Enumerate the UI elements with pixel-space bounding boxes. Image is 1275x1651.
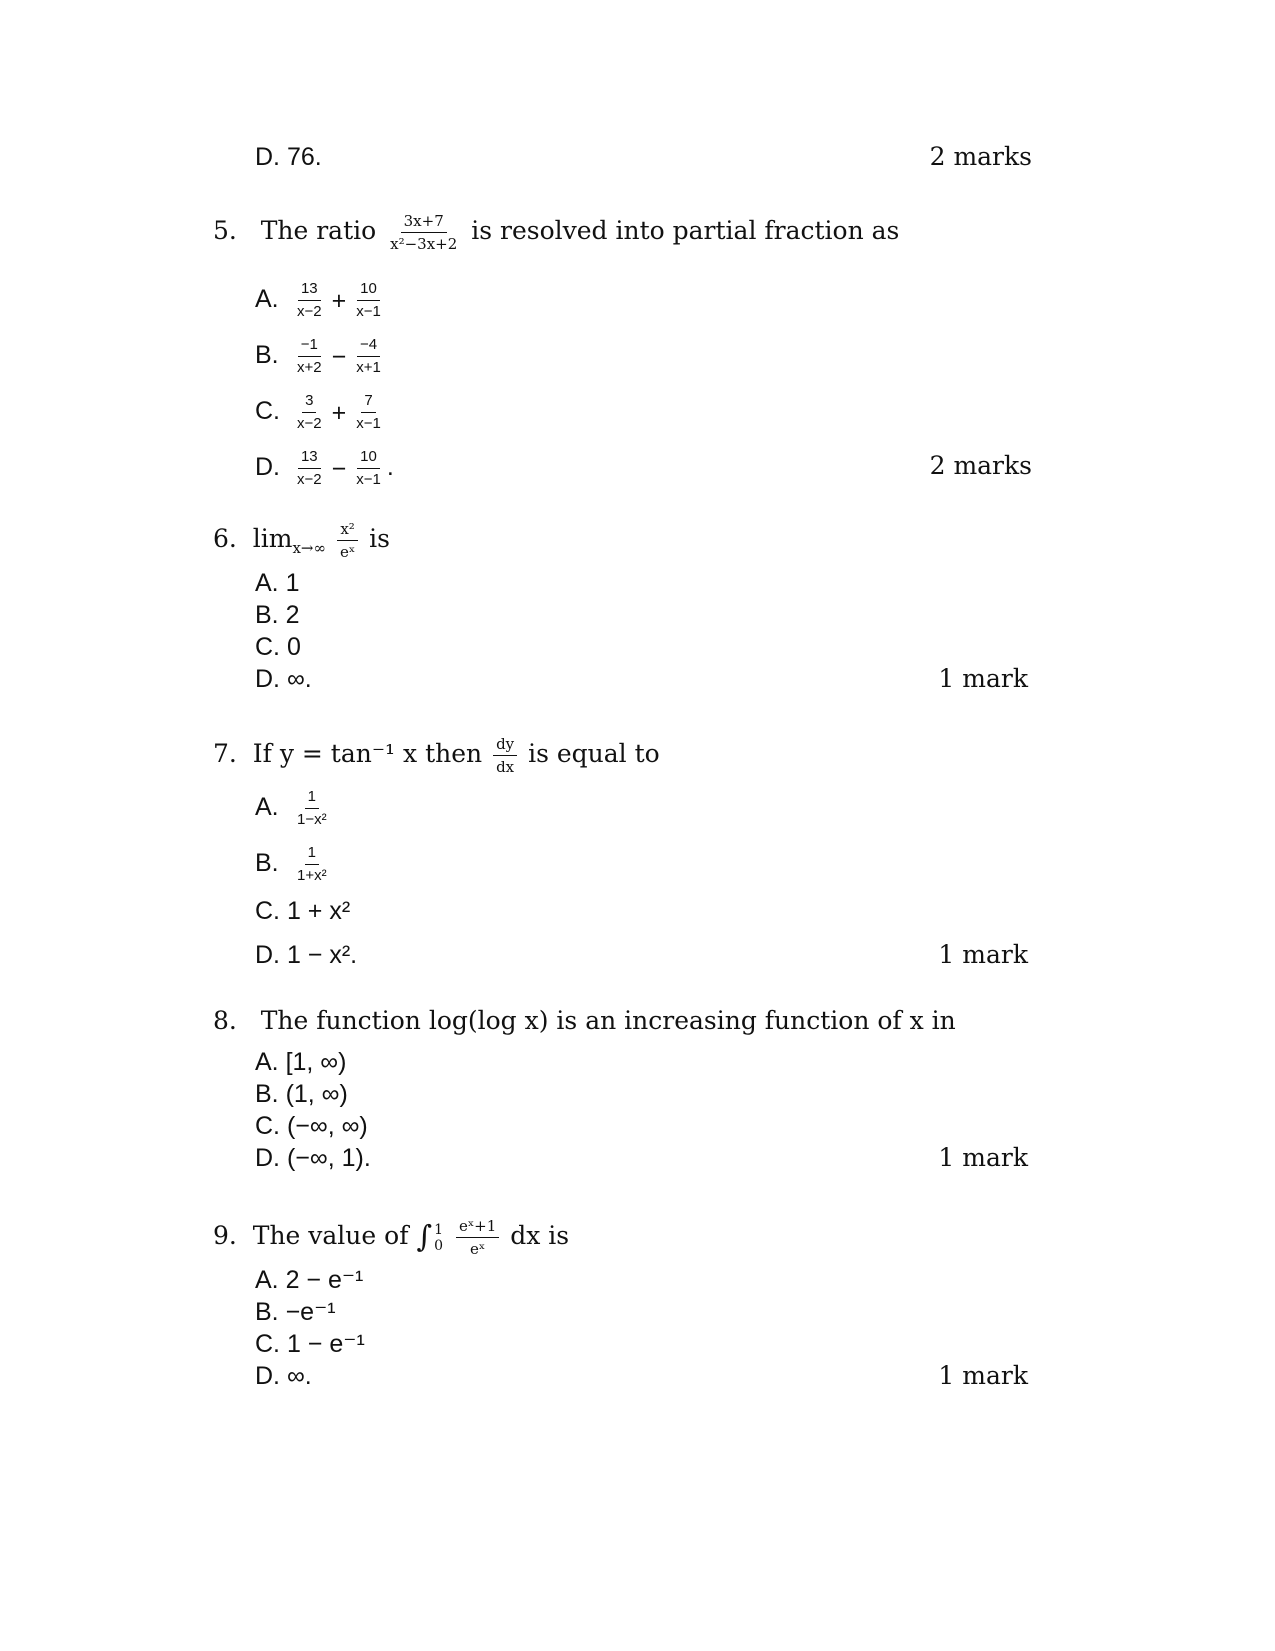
option-end: . bbox=[386, 453, 394, 482]
question-5 bbox=[213, 212, 899, 253]
q8-option-a: A. [1, ∞) bbox=[255, 1048, 347, 1076]
operator: − bbox=[331, 342, 347, 371]
q9-option-c: C. 1 − e⁻¹ bbox=[255, 1330, 365, 1358]
question-number: 5. bbox=[213, 216, 237, 245]
q8-option-c: C. (−∞, ∞) bbox=[255, 1112, 368, 1140]
fraction-denominator: 1+x² bbox=[297, 867, 327, 884]
operator: + bbox=[331, 286, 347, 315]
fraction-denominator: dx bbox=[496, 758, 515, 776]
fraction-numerator: 10 bbox=[357, 280, 380, 301]
integral-upper-limit: 1 bbox=[434, 1221, 443, 1238]
fraction-numerator: −4 bbox=[357, 336, 380, 357]
q9-option-a: A. 2 − e⁻¹ bbox=[255, 1266, 364, 1294]
fraction-numerator: 10 bbox=[357, 448, 380, 469]
q9-option-b: B. −e⁻¹ bbox=[255, 1298, 336, 1326]
fraction-numerator: x² bbox=[337, 520, 357, 541]
q5-option-b bbox=[255, 336, 387, 377]
fraction-denominator: x²−3x+2 bbox=[390, 235, 458, 253]
operator: + bbox=[331, 398, 347, 427]
q7-option-c: C. 1 + x² bbox=[255, 897, 351, 925]
q4-option-d: D. 76. bbox=[255, 143, 322, 171]
option-label: D. bbox=[255, 453, 280, 482]
question-text: is resolved into partial fraction as bbox=[471, 216, 900, 245]
q6-option-b: B. 2 bbox=[255, 601, 300, 629]
question-text: is equal to bbox=[528, 739, 660, 768]
q8-marks: 1 mark bbox=[938, 1143, 1028, 1172]
integral-lower-limit: 0 bbox=[434, 1237, 443, 1254]
q5-option-c bbox=[255, 392, 387, 433]
fraction-numerator: 3 bbox=[302, 392, 316, 413]
q6-option-c: C. 0 bbox=[255, 633, 301, 661]
fraction-denominator: x−1 bbox=[356, 415, 381, 432]
q9-marks: 1 mark bbox=[938, 1361, 1028, 1390]
fraction-denominator: x−2 bbox=[297, 303, 322, 320]
fraction-numerator: 3x+7 bbox=[401, 212, 447, 233]
option-label: A. bbox=[255, 285, 279, 314]
fraction-numerator: 7 bbox=[361, 392, 375, 413]
fraction-denominator: x+2 bbox=[297, 359, 322, 376]
operator: − bbox=[331, 454, 347, 483]
q8-option-b: B. (1, ∞) bbox=[255, 1080, 348, 1108]
option-label: B. bbox=[255, 341, 279, 370]
question-number: 6. bbox=[213, 524, 237, 553]
q4-marks: 2 marks bbox=[929, 142, 1032, 171]
question-number: 8. bbox=[213, 1006, 237, 1035]
limit-subscript: x→∞ bbox=[292, 539, 326, 557]
option-label: C. bbox=[255, 397, 280, 426]
q6-option-d: D. ∞. bbox=[255, 665, 312, 693]
question-9 bbox=[213, 1217, 569, 1258]
option-label: B. bbox=[255, 849, 279, 878]
option-label: A. bbox=[255, 793, 279, 822]
fraction-denominator: x−2 bbox=[297, 415, 322, 432]
q7-option-d: D. 1 − x². bbox=[255, 941, 358, 969]
fraction-numerator: eˣ+1 bbox=[456, 1217, 499, 1238]
fraction-denominator: x−2 bbox=[297, 471, 322, 488]
fraction-numerator: 1 bbox=[305, 844, 319, 865]
ratio-fraction bbox=[387, 212, 460, 253]
question-text: is bbox=[369, 524, 390, 553]
q5-option-a bbox=[255, 280, 387, 321]
q6-marks: 1 mark bbox=[938, 664, 1028, 693]
fraction-numerator: 13 bbox=[298, 280, 321, 301]
question-text: If y = tan⁻¹ x then bbox=[252, 739, 483, 768]
question-number: 7. bbox=[213, 739, 237, 768]
q7-option-a bbox=[255, 788, 333, 829]
question-text: dx is bbox=[510, 1221, 570, 1250]
q8-option-d: D. (−∞, 1). bbox=[255, 1144, 371, 1172]
fraction-numerator: 1 bbox=[305, 788, 319, 809]
question-text: The value of bbox=[252, 1221, 409, 1250]
fraction-denominator: eˣ bbox=[339, 543, 356, 561]
question-number: 9. bbox=[213, 1221, 237, 1250]
q6-option-a: A. 1 bbox=[255, 569, 300, 597]
q5-option-d bbox=[255, 448, 394, 489]
limit-operator: lim bbox=[252, 524, 293, 553]
fraction-denominator: x+1 bbox=[356, 359, 381, 376]
q5-marks: 2 marks bbox=[929, 451, 1032, 480]
integral-sign: ∫ bbox=[416, 1219, 433, 1255]
question-text: The ratio bbox=[260, 216, 377, 245]
fraction-numerator: dy bbox=[493, 735, 517, 756]
question-7 bbox=[213, 735, 660, 776]
question-6 bbox=[213, 520, 390, 563]
question-text: The function log(log x) is an increasing function of x in bbox=[260, 1006, 956, 1035]
q7-marks: 1 mark bbox=[938, 940, 1028, 969]
q9-option-d: D. ∞. bbox=[255, 1362, 312, 1390]
fraction-denominator: x−1 bbox=[356, 471, 381, 488]
q7-option-b bbox=[255, 844, 333, 885]
fraction-denominator: eˣ bbox=[470, 1240, 486, 1258]
fraction-numerator: −1 bbox=[298, 336, 321, 357]
fraction-denominator: 1−x² bbox=[297, 811, 327, 828]
question-8 bbox=[213, 1006, 956, 1036]
fraction-numerator: 13 bbox=[298, 448, 321, 469]
fraction-denominator: x−1 bbox=[356, 303, 381, 320]
